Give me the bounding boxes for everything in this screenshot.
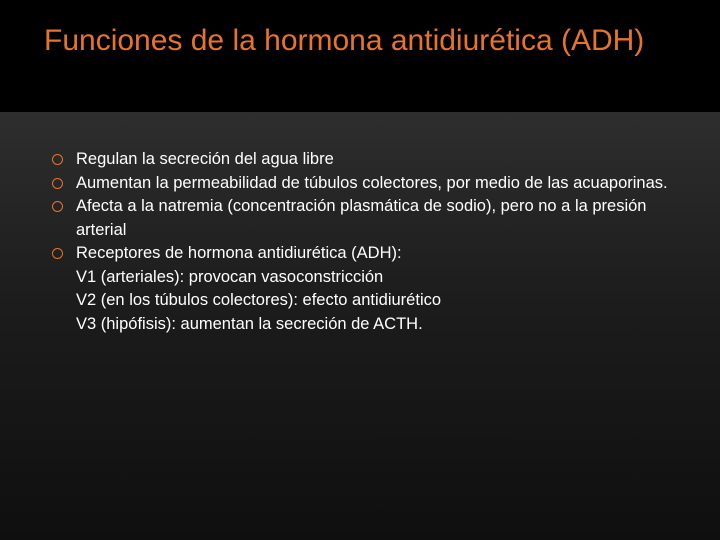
hollow-circle-icon <box>52 201 63 212</box>
receptor-line: V1 (arteriales): provocan vasoconstricción <box>76 267 384 286</box>
bullet-text: Regulan la secreción del agua libre <box>76 150 334 168</box>
bullet-text: Afecta a la natremia (concentración plasmática de sodio), pero no a la presión arterial <box>76 197 647 239</box>
title-band <box>0 0 720 112</box>
bullet-item <box>52 148 692 172</box>
bullet-item <box>52 195 692 242</box>
receptor-line: V3 (hipófisis): aumentan la secreción de ACTH. <box>76 314 423 333</box>
hollow-circle-icon <box>52 178 63 189</box>
bullet-text: Aumentan la permeabilidad de túbulos colectores, por medio de las acuaporinas. <box>76 173 668 192</box>
bullet-item <box>52 172 692 196</box>
bullet-item <box>52 242 692 336</box>
bullet-text: Receptores de hormona antidiurética (ADH): <box>76 244 402 262</box>
receptor-line: V2 (en los túbulos colectores): efecto antidiurético <box>76 291 442 309</box>
slide-title: Funciones de la hormona antidiurética (ADH) <box>44 24 645 57</box>
bullet-list <box>52 148 692 336</box>
hollow-circle-icon <box>52 248 63 259</box>
hollow-circle-icon <box>52 154 63 165</box>
